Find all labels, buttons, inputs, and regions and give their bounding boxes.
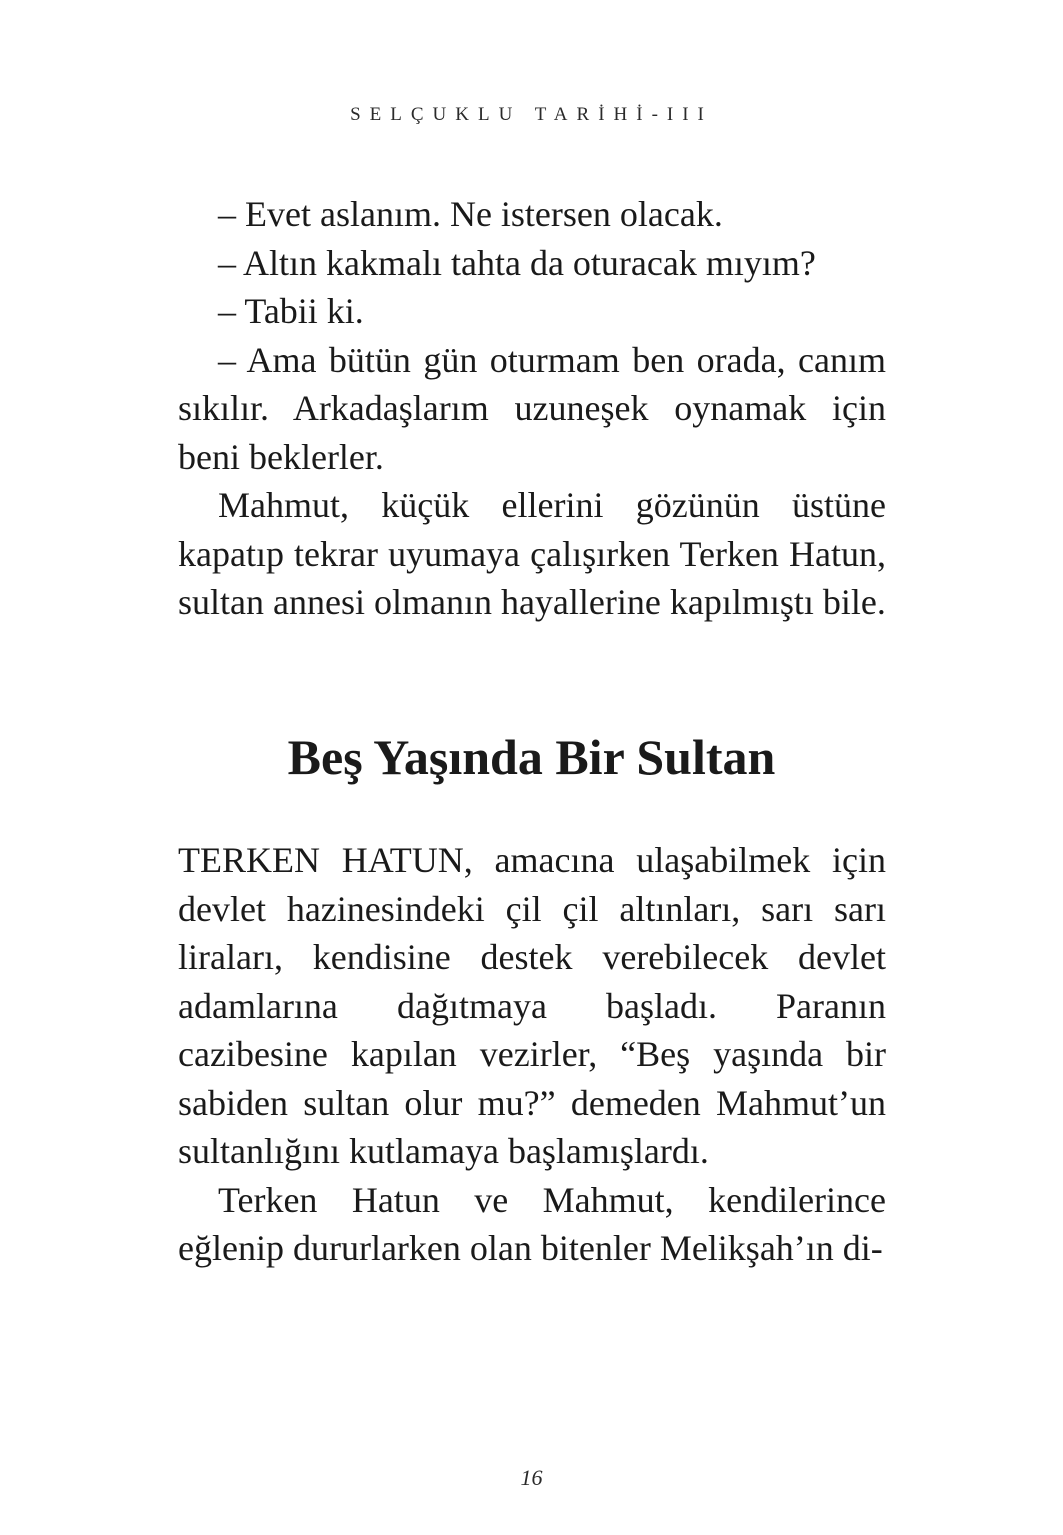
- dialogue-line: – Altın kakmalı tahta da oturacak mıyım?: [218, 242, 816, 283]
- section-title: Beş Yaşında Bir Sultan: [287, 729, 776, 785]
- dialogue-block: [178, 190, 886, 627]
- dialogue-line: – Evet aslanım. Ne istersen olacak.: [218, 194, 723, 234]
- section-body: [178, 836, 886, 1273]
- paragraph: Terken Hatun ve Mahmut, kendilerince eğlenip dururlarken olan bitenler Melikşah’ın di-: [178, 1179, 886, 1268]
- paragraph: TERKEN HATUN, amacına ulaşabilmek için devlet hazinesindeki çil çil altınları, sarı sarı liraları, kendisine destek verebilecek devlet adamlarına dağıtmaya başladı. Paranın cazibesine kapılan vezirler, “Beş yaşında bir sabiden sultan olur mu?” demeden Mahmut’un sultanlığını kutlamaya başlamışlardı.: [178, 840, 886, 1171]
- running-head: SELÇUKLU TARİHİ-III: [350, 104, 713, 125]
- paragraph: Mahmut, küçük ellerini gözünün üstüne kapatıp tekrar uyumaya çalışırken Terken Hatun, sultan annesi olmanın hayallerine kapılmıştı bile.: [178, 485, 886, 622]
- dialogue-line: – Ama bütün gün oturmam ben orada, canım sıkılır. Arkadaşlarım uzuneşek oynamak için beni beklerler.: [178, 339, 886, 477]
- dialogue-line: – Tabii ki.: [218, 291, 364, 331]
- page-number: 16: [520, 1465, 543, 1490]
